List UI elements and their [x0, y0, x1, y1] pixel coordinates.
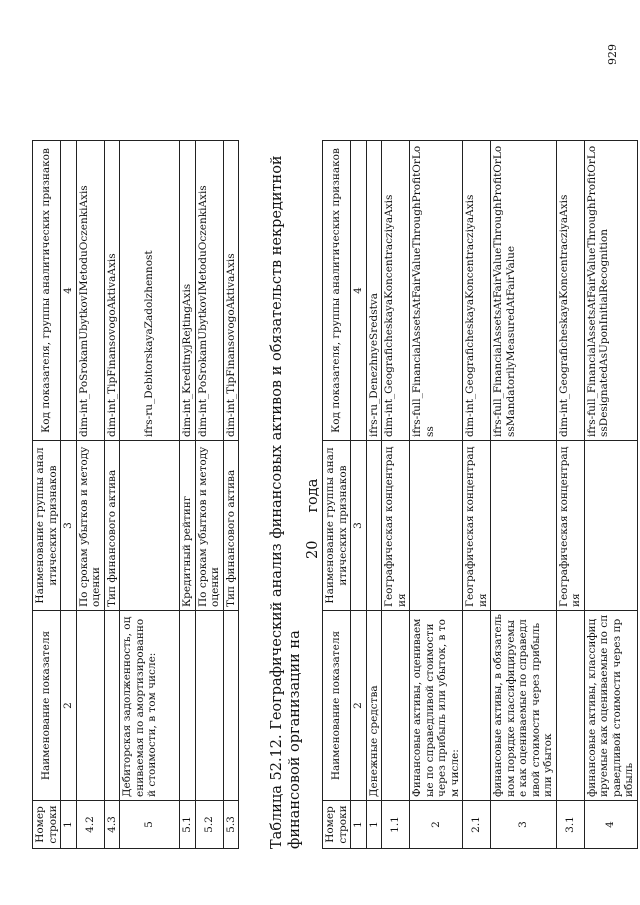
row-code: ifrs-full_FinancialAssetsAtFairValueThroughProfitOrLossMandatorilyMeasuredAtFairValue: [491, 141, 557, 441]
col-number: 1: [61, 801, 77, 849]
row-indicator-name: [195, 611, 223, 801]
row-indicator-name: Финансовые активы, оцениваемые по справедливой стоимости через прибыль или убыток, в том числе:: [410, 611, 463, 801]
row-number: 2: [410, 801, 463, 849]
caption-year-prefix: 20: [305, 540, 321, 559]
col-number: 1: [351, 801, 367, 849]
row-indicator-name: [382, 611, 410, 801]
table-row: [463, 141, 491, 849]
row-number: 2.1: [463, 801, 491, 849]
table-row: [366, 141, 382, 849]
row-group-name: [410, 441, 463, 611]
row-group-name: Географическая концентрация: [556, 441, 584, 611]
caption-line-1: Таблица 52.12. Географический анализ финансовых активов и обязательств некредитной финансовой организации на: [269, 155, 303, 849]
table-row: [223, 141, 239, 849]
row-code: dim-int_GeograficheskayaKoncentracziyaAxis: [382, 141, 410, 441]
row-number: 5.2: [195, 801, 223, 849]
table-row: [491, 141, 557, 849]
row-number: 1.1: [382, 801, 410, 849]
row-code: dim-int_TipFinansovogoAktivaAxis: [223, 141, 239, 441]
row-indicator-name: [104, 611, 120, 801]
row-group-name: Тип финансового актива: [104, 441, 120, 611]
row-code: dim-int_PoSrokamUbytkovIMetoduOczenkiAxis: [195, 141, 223, 441]
row-code: ifrs-ru_DebitorskayaZadolzhennost: [120, 141, 180, 441]
row-number: 3: [491, 801, 557, 849]
column-number-row: [61, 141, 77, 849]
row-group-name: Кредитный рейтинг: [180, 441, 196, 611]
table-geographic-analysis: [322, 140, 638, 849]
row-group-name: [366, 441, 382, 611]
col-number: 4: [351, 141, 367, 441]
col-number: 2: [61, 611, 77, 801]
header-indicator-name: Наименование показателя: [33, 611, 61, 801]
col-number: 3: [61, 441, 77, 611]
row-group-name: По срокам убытков и методу оценки: [76, 441, 104, 611]
row-code: ifrs-full_FinancialAssetsAtFairValueThroughProfitOrLossDesignatedAsUponInitialRecognition: [584, 141, 637, 441]
table-row: [382, 141, 410, 849]
table-row: [180, 141, 196, 849]
header-row-number: Номер строки: [323, 801, 351, 849]
header-group-name: Наименование группы аналитических признаков: [323, 441, 351, 611]
row-group-name: [584, 441, 637, 611]
table-row: [584, 141, 637, 849]
column-number-row: [351, 141, 367, 849]
row-number: 3.1: [556, 801, 584, 849]
row-group-name: Географическая концентрация: [382, 441, 410, 611]
header-group-name: Наименование группы аналитических признаков: [33, 441, 61, 611]
row-number: 4.3: [104, 801, 120, 849]
row-code: dim-int_KreditnyjRejtingAxis: [180, 141, 196, 441]
row-indicator-name: [556, 611, 584, 801]
table-row: [76, 141, 104, 849]
table-header-row: [323, 141, 351, 849]
table-row: [104, 141, 120, 849]
table-row: [195, 141, 223, 849]
row-indicator-name: [223, 611, 239, 801]
row-group-name: По срокам убытков и методу оценки: [195, 441, 223, 611]
row-indicator-name: финансовые активы, в обязательном порядке классифицируемые как оцениваемые по справедливой стоимости через прибыль или убыток: [491, 611, 557, 801]
col-number: 4: [61, 141, 77, 441]
row-group-name: Тип финансового актива: [223, 441, 239, 611]
row-indicator-name: Дебиторская задолженность, оцениваемая по амортизированной стоимости, в том числе:: [120, 611, 180, 801]
row-number: 4: [584, 801, 637, 849]
table-row: [120, 141, 180, 849]
col-number: 3: [351, 441, 367, 611]
row-indicator-name: финансовые активы, классифицируемые как оцениваемые по справедливой стоимости через прибыль: [584, 611, 637, 801]
caption-line-2: [304, 129, 322, 849]
row-group-name: [491, 441, 557, 611]
row-group-name: Географическая концентрация: [463, 441, 491, 611]
row-indicator-name: [463, 611, 491, 801]
col-number: 2: [351, 611, 367, 801]
header-indicator-name: Наименование показателя: [323, 611, 351, 801]
header-code: Код показателя, группы аналитических признаков: [323, 141, 351, 441]
row-code: dim-int_PoSrokamUbytkovIMetoduOczenkiAxis: [76, 141, 104, 441]
table-upper: [32, 140, 239, 849]
row-indicator-name: Денежные средства: [366, 611, 382, 801]
table-header-row: [33, 141, 61, 849]
table-caption: [268, 129, 322, 849]
row-indicator-name: [180, 611, 196, 801]
table-row: [556, 141, 584, 849]
row-group-name: [120, 441, 180, 611]
row-indicator-name: [76, 611, 104, 801]
header-code: Код показателя, группы аналитических признаков: [33, 141, 61, 441]
row-code: ifrs-ru_DenezhnyeSredstva: [366, 141, 382, 441]
row-code: dim-int_GeograficheskayaKoncentracziyaAxis: [463, 141, 491, 441]
row-number: 5.3: [223, 801, 239, 849]
header-row-number: Номер строки: [33, 801, 61, 849]
table-row: [410, 141, 463, 849]
row-number: 5.1: [180, 801, 196, 849]
row-code: dim-int_GeograficheskayaKoncentracziyaAxis: [556, 141, 584, 441]
row-code: ifrs-full_FinancialAssetsAtFairValueThroughProfitOrLoss: [410, 141, 463, 441]
row-code: dim-int_TipFinansovogoAktivaAxis: [104, 141, 120, 441]
caption-year-word: года: [305, 478, 321, 513]
row-number: 5: [120, 801, 180, 849]
page-number: 929: [606, 44, 619, 65]
row-number: 4.2: [76, 801, 104, 849]
row-number: 1: [366, 801, 382, 849]
